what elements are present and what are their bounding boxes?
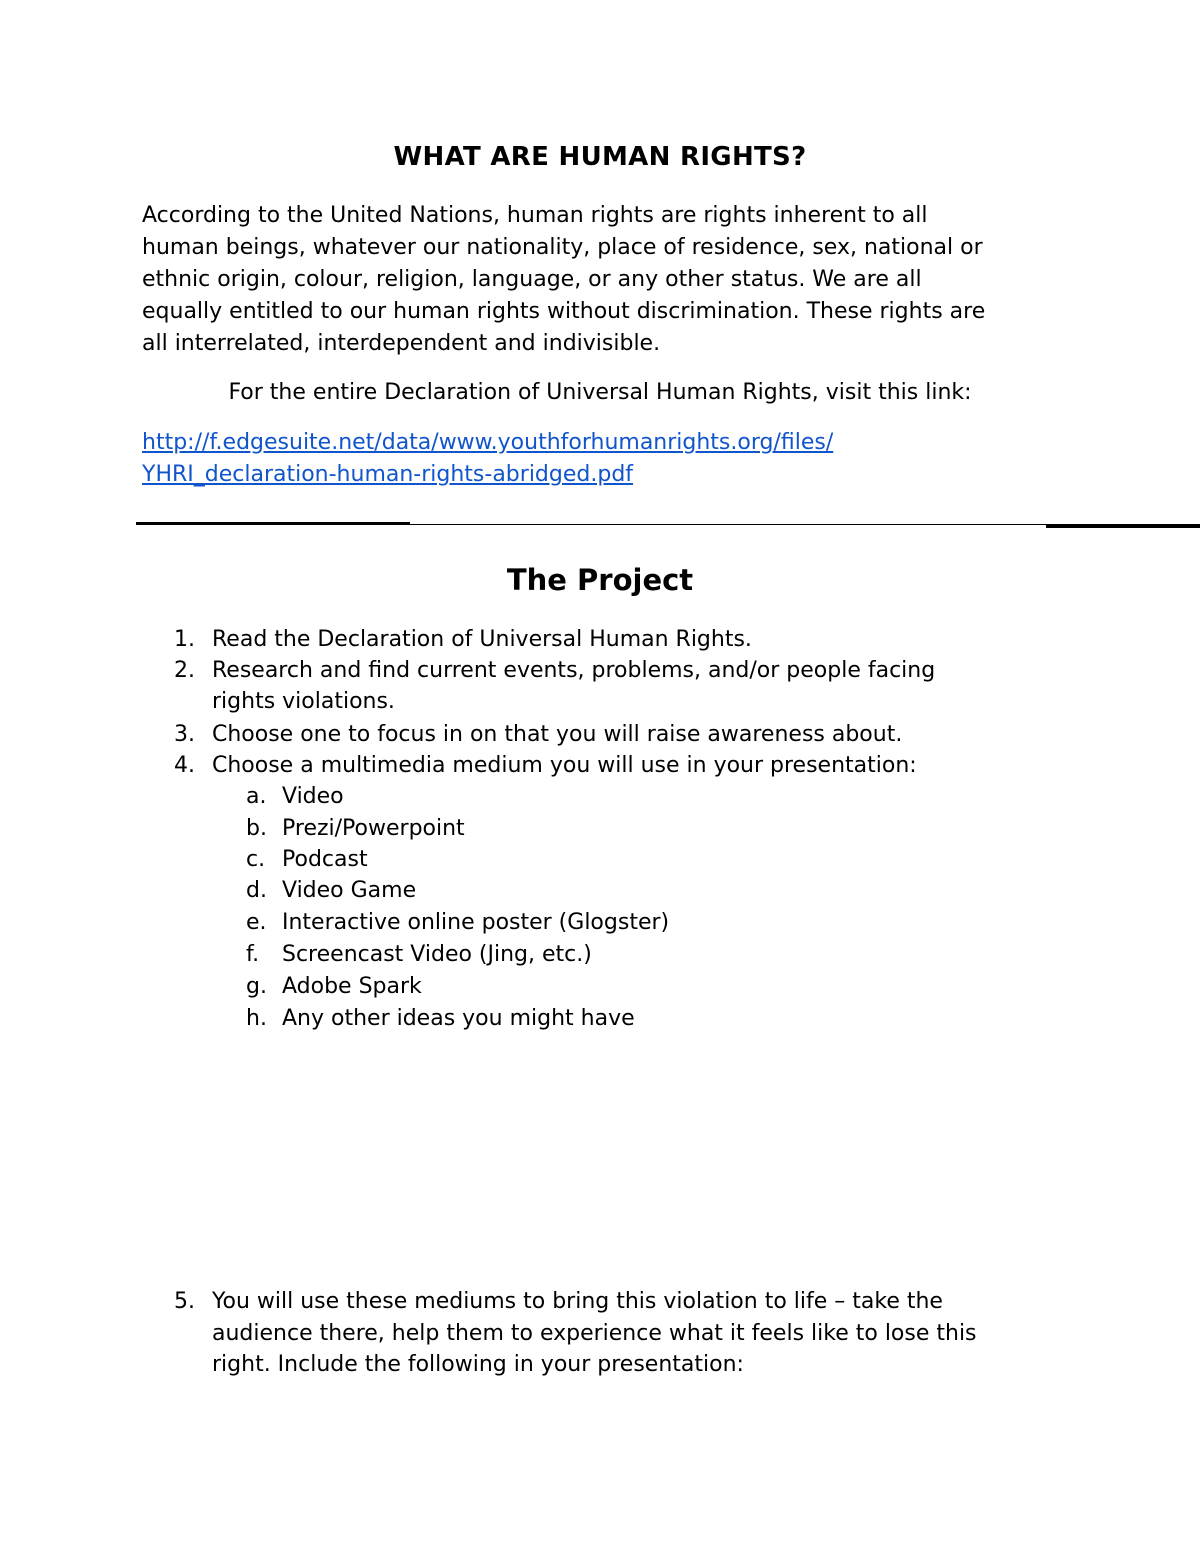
medium-letter: b. <box>246 816 267 841</box>
intro-line: all interrelated, interdependent and indivisible. <box>142 331 661 356</box>
step-number: 3. <box>174 722 195 747</box>
medium-letter: c. <box>246 847 266 872</box>
medium-letter: f. <box>246 942 260 967</box>
step-text: Read the Declaration of Universal Human Rights. <box>212 627 752 652</box>
step-number: 2. <box>174 658 195 683</box>
step-number: 4. <box>174 753 195 778</box>
medium-letter: g. <box>246 974 267 999</box>
step-text: You will use these mediums to bring this violation to life – take the <box>212 1289 943 1314</box>
page-title: WHAT ARE HUMAN RIGHTS? <box>393 142 807 172</box>
medium-letter: d. <box>246 878 267 903</box>
intro-line: human beings, whatever our nationality, place of residence, sex, national or <box>142 235 983 260</box>
medium-item: Podcast <box>282 847 368 872</box>
step-text: Choose one to focus in on that you will raise awareness about. <box>212 722 903 747</box>
medium-item: Video <box>282 784 344 809</box>
step-text: audience there, help them to experience what it feels like to lose this <box>212 1321 977 1346</box>
medium-item: Video Game <box>282 878 417 903</box>
medium-letter: e. <box>246 910 267 935</box>
project-heading: The Project <box>506 563 694 597</box>
medium-item: Prezi/Powerpoint <box>282 816 465 841</box>
step-text: right. Include the following in your presentation: <box>212 1352 744 1377</box>
step-text: Research and find current events, problems, and/or people facing <box>212 658 936 683</box>
section-divider-right <box>1046 524 1200 528</box>
medium-item: Any other ideas you might have <box>282 1006 635 1031</box>
declaration-link-line-2[interactable]: YHRI_declaration-human-rights-abridged.pdf <box>142 462 634 487</box>
medium-item: Interactive online poster (Glogster) <box>282 910 670 935</box>
step-number: 1. <box>174 627 195 652</box>
step-text: rights violations. <box>212 689 395 714</box>
intro-line: ethnic origin, colour, religion, language, or any other status. We are all <box>142 267 922 292</box>
medium-letter: h. <box>246 1006 267 1031</box>
intro-line: equally entitled to our human rights without discrimination. These rights are <box>142 299 986 324</box>
medium-letter: a. <box>246 784 267 809</box>
step-text: Choose a multimedia medium you will use in your presentation: <box>212 753 917 778</box>
medium-item: Adobe Spark <box>282 974 422 999</box>
medium-item: Screencast Video (Jing, etc.) <box>282 942 592 967</box>
declaration-link-line-1[interactable]: http://f.edgesuite.net/data/www.youthforhumanrights.org/files/ <box>142 430 834 455</box>
section-divider-thick <box>136 522 410 525</box>
step-number: 5. <box>174 1289 195 1314</box>
declaration-prompt: For the entire Declaration of Universal Human Rights, visit this link: <box>228 380 972 405</box>
section-divider-thin <box>410 524 1046 525</box>
intro-line: According to the United Nations, human rights are rights inherent to all <box>142 203 928 228</box>
